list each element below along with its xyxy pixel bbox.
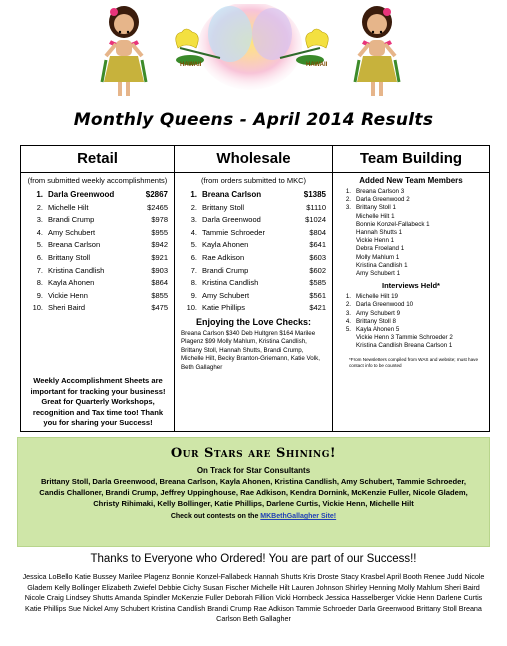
- rank-item: [21, 265, 174, 278]
- rank-number: 4.: [36, 227, 43, 237]
- rank-number: 10.: [32, 303, 43, 313]
- added-members-heading: Added New Team Members: [359, 176, 463, 185]
- team-item: [333, 301, 489, 309]
- hula-girl-right-icon: [345, 2, 409, 100]
- rank-name: Tammie Schroeder: [202, 227, 265, 237]
- retail-column: [21, 146, 175, 431]
- team-item-text: Amy Schubert 1: [356, 270, 401, 278]
- rank-value: $804: [309, 227, 326, 237]
- rank-number: 8.: [190, 278, 197, 288]
- thanks-heading: Thanks to Everyone who Ordered! You are part of our Success!!: [90, 553, 417, 565]
- team-item-text: Bonnie Konzel-Fallabeck 1: [356, 220, 430, 228]
- team-item: [333, 196, 489, 204]
- rank-number: 5.: [190, 240, 197, 250]
- love-checks-heading: Enjoying the Love Checks:: [195, 316, 312, 327]
- stars-names: Brittany Stoll, Darla Greenwood, Breana Carlson, Kayla Ahonen, Kristina Candlish, Amy Schubert, Tammie Schroeder, Candis Challoner, Brandi Crump, Jeffrey Uppinghouse, Rae Adkison, Kendra Dornink, McKenzie Fuller, Nicole Gladem, Christy Rihimaki, Kelly Bollinger, Katie Phillips, Darlene Curtis, Vickie Henn, Michelle Hilt: [39, 477, 468, 508]
- rank-value: $641: [309, 240, 326, 250]
- rank-number: 1.: [36, 190, 43, 199]
- rank-name: Brandi Crump: [48, 215, 95, 225]
- team-building-column: [333, 146, 489, 431]
- results-table: [20, 145, 490, 432]
- contests-prefix: Check out contests on the: [170, 513, 259, 521]
- rank-name: Darla Greenwood: [202, 215, 261, 225]
- rank-number: 5.: [36, 240, 43, 250]
- rank-number: 8.: [36, 278, 43, 288]
- rank-value: $864: [151, 278, 168, 288]
- rank-name: Rae Adkison: [202, 252, 245, 262]
- team-item-text: Michelle Hilt 19: [356, 293, 398, 301]
- rank-number: 3.: [190, 215, 197, 225]
- rank-name: Kayla Ahonen: [48, 278, 95, 288]
- rank-item: [175, 302, 332, 315]
- interviews-list: [333, 293, 489, 350]
- rank-name: Kristina Candlish: [202, 278, 259, 288]
- rank-number: 2.: [36, 202, 43, 212]
- retail-heading: Retail: [21, 146, 174, 173]
- rank-item: [175, 202, 332, 215]
- rank-item: [175, 252, 332, 265]
- team-item-number: 2.: [345, 301, 351, 309]
- team-item-text: Vickie Henn 1: [356, 237, 395, 245]
- header-banner: [0, 0, 507, 100]
- team-item-text: Brittany Stoll 1: [356, 204, 396, 212]
- team-item-number: 1.: [345, 188, 351, 195]
- rank-number: 9.: [190, 290, 197, 300]
- rank-number: 6.: [36, 252, 43, 262]
- team-item: [333, 213, 489, 221]
- rank-value: $603: [309, 252, 326, 262]
- rank-item: [175, 239, 332, 252]
- team-item: [333, 334, 489, 342]
- stars-heading: Our Stars are Shining!: [170, 446, 337, 461]
- rank-number: 7.: [190, 265, 197, 275]
- hawaii-flowers-icon: [160, 4, 340, 98]
- team-item-text: Kristina Candlish Breana Carlson 1: [356, 342, 453, 350]
- team-item-text: Amy Schubert 9: [356, 309, 401, 317]
- team-item: [333, 188, 489, 196]
- rank-name: Amy Schubert: [48, 227, 96, 237]
- rank-item: [175, 290, 332, 303]
- rank-value: $921: [151, 252, 168, 262]
- wholesale-heading: Wholesale: [175, 146, 332, 173]
- rank-item: [175, 227, 332, 240]
- rank-name: Sheri Baird: [48, 303, 86, 313]
- rank-item: [21, 214, 174, 227]
- rank-item: [175, 214, 332, 227]
- team-item: [333, 204, 489, 212]
- team-item-text: Michelle Hilt 1: [356, 212, 395, 220]
- wholesale-ranking-list: [175, 189, 332, 315]
- rank-number: 7.: [36, 265, 43, 275]
- rank-number: 3.: [36, 215, 43, 225]
- rank-value: $561: [309, 290, 326, 300]
- team-item-text: Brittany Stoll 8: [356, 317, 396, 325]
- rank-name: Michelle Hilt: [48, 202, 89, 212]
- interviews-heading: Interviews Held*: [382, 281, 440, 291]
- team-item: [333, 254, 489, 262]
- rank-value: $2867: [145, 190, 168, 199]
- team-item-text: Breana Carlson 3: [356, 188, 405, 195]
- retail-ranking-list: [21, 189, 174, 315]
- stars-box: [17, 437, 490, 547]
- team-item-number: 3.: [345, 309, 351, 317]
- rank-item: [175, 277, 332, 290]
- team-item-number: [333, 342, 356, 350]
- team-item-text: Vickie Henn 3 Tammie Schroeder 2: [356, 334, 453, 342]
- added-members-list: [333, 188, 489, 278]
- team-item-text: Hannah Shutts 1: [356, 229, 403, 237]
- rank-name: Kayla Ahonen: [202, 240, 249, 250]
- hawaii-label-right: HAWAII: [306, 62, 328, 68]
- team-item-number: [333, 229, 356, 237]
- team-building-heading: Team Building: [333, 146, 489, 173]
- rank-name: Brandi Crump: [202, 265, 249, 275]
- rank-value: $2465: [147, 202, 168, 212]
- rank-number: 9.: [36, 290, 43, 300]
- rank-value: $1385: [303, 190, 326, 199]
- rank-value: $1110: [306, 202, 326, 212]
- rank-number: 1.: [190, 190, 197, 199]
- page-title: Monthly Queens - April 2014 Results: [73, 110, 434, 130]
- team-item-number: [333, 237, 356, 245]
- team-item: [333, 245, 489, 253]
- team-item-number: 3.: [345, 204, 351, 212]
- rank-item: [21, 202, 174, 215]
- team-item-number: 2.: [345, 196, 351, 204]
- contests-line: [18, 513, 489, 520]
- stars-subheading: On Track for Star Consultants: [196, 466, 311, 475]
- rank-value: $955: [151, 227, 168, 237]
- rank-name: Kristina Candlish: [48, 265, 105, 275]
- rank-item: [175, 189, 332, 202]
- team-item: [333, 318, 489, 326]
- rank-value: $978: [151, 215, 168, 225]
- rank-value: $475: [151, 303, 168, 313]
- rank-number: 4.: [190, 227, 197, 237]
- rank-name: Katie Phillips: [202, 303, 245, 313]
- team-item-number: 1.: [345, 293, 351, 301]
- rank-value: $942: [151, 240, 168, 250]
- team-item: [333, 310, 489, 318]
- rank-item: [21, 189, 174, 202]
- contests-link[interactable]: MKBethGallagher Site!: [260, 513, 337, 521]
- team-item-text: Darla Greenwood 2: [356, 196, 410, 204]
- team-item: [333, 262, 489, 270]
- retail-subtitle: (from submitted weekly accomplishments): [27, 176, 168, 185]
- team-item: [333, 293, 489, 301]
- team-item-number: [333, 254, 356, 262]
- customer-names: Jessica LoBello Katie Bussey Marilee Plagenz Bonnie Konzel-Fallabeck Hannah Shutts Kris Droste Stacy Krasbel April Booth Renee Judd Nicole Gladem Kelly Bollinger Elizabeth Zwiefel Debbie Cichy Susan Fischer Michelle Hilt Lauren Johnson Shirley Henning Molly Mahlum Sheri Baird Nicole Craig Lindsey Shutts Amanda Spindler McKenzie Fuller Deborah Fillion Vicki Hornbeck Jessica Hasselberger Vickie Henn Darlene Curtis Katie Phillips Sue Nickel Amy Schubert Kristina Candlish Brandi Crump Rae Adkison Tammie Schroeder Darla Greenwood Brittany Stoll Breana Carlson Beth Gallagher: [22, 572, 485, 624]
- rank-item: [21, 239, 174, 252]
- rank-item: [21, 277, 174, 290]
- rank-number: 6.: [190, 252, 197, 262]
- hula-girl-left-icon: [92, 2, 156, 100]
- rank-number: 10.: [186, 303, 197, 313]
- rank-value: $585: [309, 278, 326, 288]
- team-item: [333, 229, 489, 237]
- team-item: [333, 237, 489, 245]
- rank-name: Vickie Henn: [48, 290, 88, 300]
- love-checks-text: Breana Carlson $340 Deb Hultgren $164 Marilee Plagenz $99 Molly Mahlum, Kristina Candlish, Brittany Stoll, Hannah Shutts, Brandi Crump, Michelle Hilt, Becky Branton-Griemann, Katie Volk, Beth Gallagher: [181, 329, 320, 371]
- team-item-text: Kayla Ahonen 5: [356, 326, 400, 334]
- hawaii-label-left: HAWAII: [180, 62, 202, 68]
- rank-value: $1024: [305, 215, 326, 225]
- team-item-text: Kristina Candlish 1: [356, 261, 408, 269]
- rank-item: [175, 265, 332, 278]
- team-item-number: [333, 270, 356, 278]
- team-item-text: Debra Froeland 1: [356, 245, 405, 253]
- team-item-number: [333, 221, 356, 229]
- rank-item: [21, 302, 174, 315]
- team-item: [333, 342, 489, 350]
- rank-value: $903: [151, 265, 168, 275]
- team-item-text: Molly Mahlum 1: [356, 253, 400, 261]
- rank-item: [21, 252, 174, 265]
- team-item: [333, 270, 489, 278]
- rank-name: Darla Greenwood: [48, 190, 115, 199]
- rank-item: [21, 290, 174, 303]
- team-item-number: [333, 262, 356, 270]
- retail-note: Weekly Accomplishment Sheets are important for tracking your business! Great for Quarterly Workshops, recognition and Tax time too! Thank you for sharing your Success!: [30, 376, 166, 427]
- wholesale-subtitle: (from orders submitted to MKC): [200, 176, 307, 185]
- team-item: [333, 221, 489, 229]
- rank-value: $421: [309, 303, 326, 313]
- team-item-number: 4.: [345, 317, 351, 325]
- team-item-text: Darla Greenwood 10: [356, 301, 414, 309]
- rank-item: [21, 227, 174, 240]
- team-item-number: 5.: [345, 326, 351, 334]
- rank-name: Breana Carlson: [202, 190, 262, 199]
- team-item: [333, 326, 489, 334]
- team-item-number: [333, 334, 356, 342]
- rank-name: Brittany Stoll: [48, 252, 91, 262]
- rank-value: $855: [151, 290, 168, 300]
- rank-value: $602: [309, 265, 326, 275]
- team-footnote: *From Newsletters compiled from WAS and website; must have contact info to be counted: [349, 356, 479, 368]
- rank-name: Amy Schubert: [202, 290, 250, 300]
- wholesale-column: [175, 146, 333, 431]
- team-item-number: [333, 245, 356, 253]
- rank-number: 2.: [190, 202, 197, 212]
- rank-name: Breana Carlson: [48, 240, 101, 250]
- team-item-number: [333, 213, 356, 221]
- rank-name: Brittany Stoll: [202, 202, 245, 212]
